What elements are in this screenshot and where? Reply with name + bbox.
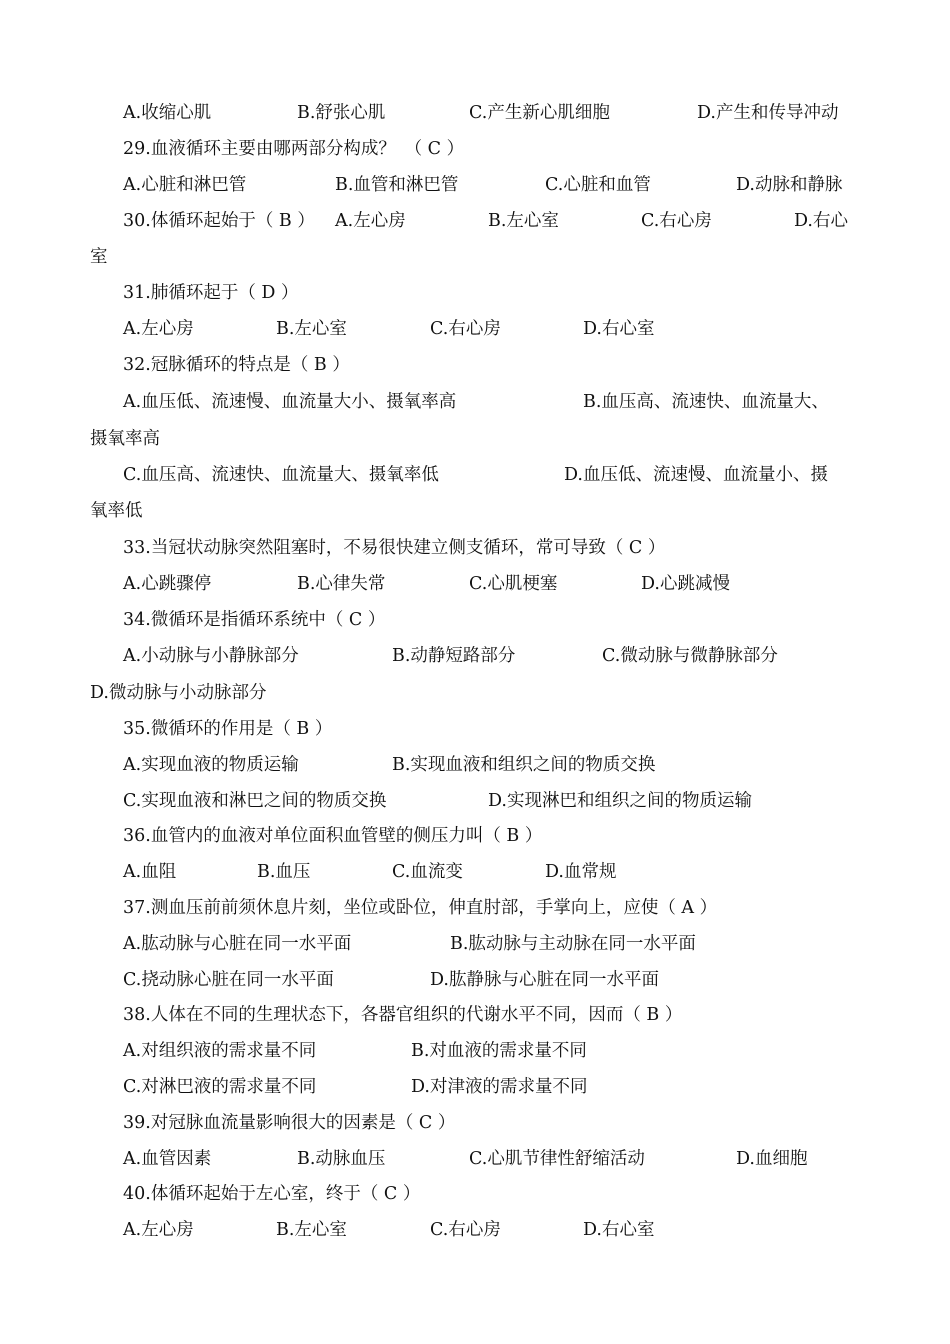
option-row — [0, 98, 950, 128]
option-d: D.实现淋巴和组织之间的物质运输 — [488, 791, 752, 811]
option-row — [0, 857, 950, 887]
question-39 — [0, 1108, 950, 1138]
question-text: 31.肺循环起于（ D ） — [123, 283, 299, 303]
option-d: D.心跳减慢 — [641, 574, 730, 594]
option-d: D.右心室 — [583, 1220, 655, 1240]
option-c: C.右心房 — [430, 1220, 501, 1240]
option-row — [0, 786, 950, 816]
question-text: 32.冠脉循环的特点是（ B ） — [123, 355, 350, 375]
option-row — [0, 750, 950, 780]
continuation-text: 摄氧率高 — [90, 429, 160, 449]
option-c: C.心肌节律性舒缩活动 — [469, 1149, 645, 1169]
continuation-text: 室 — [90, 247, 108, 267]
option-b: B.左心室 — [488, 211, 559, 231]
question-29 — [0, 134, 950, 164]
question-35 — [0, 714, 950, 744]
option-b: B.血压 — [257, 862, 311, 882]
question-text: 38.人体在不同的生理状态下，各器官组织的代谢水平不同，因而（ B ） — [123, 1005, 683, 1025]
question-text: 39.对冠脉血流量影响很大的因素是（ C ） — [123, 1113, 456, 1133]
option-a: A.血管因素 — [123, 1149, 212, 1169]
option-c: C.血压高、流速快、血流量大、摄氧率低 — [123, 465, 439, 485]
option-row — [0, 1144, 950, 1174]
option-c: C.产生新心肌细胞 — [469, 103, 610, 123]
question-36 — [0, 821, 950, 851]
option-c: C.对淋巴液的需求量不同 — [123, 1077, 317, 1097]
option-a: A.心跳骤停 — [123, 574, 212, 594]
continuation-line — [0, 242, 950, 272]
option-b: B.肱动脉与主动脉在同一水平面 — [450, 934, 696, 954]
option-d: D.右心室 — [583, 319, 655, 339]
option-b: B.血压高、流速快、血流量大、 — [583, 392, 829, 412]
question-31 — [0, 278, 950, 308]
option-a: A.肱动脉与心脏在同一水平面 — [123, 934, 352, 954]
option-a: A.实现血液的物质运输 — [123, 755, 299, 775]
option-a: A.左心房 — [123, 1220, 194, 1240]
option-b: B.舒张心肌 — [297, 103, 386, 123]
option-row — [0, 929, 950, 959]
option-a: A.小动脉与小静脉部分 — [123, 646, 299, 666]
option-a: A.左心房 — [123, 319, 194, 339]
option-d: D.血常规 — [545, 862, 617, 882]
question-40 — [0, 1179, 950, 1209]
continuation-line — [0, 678, 950, 708]
option-c: C.挠动脉心脏在同一水平面 — [123, 970, 334, 990]
option-row — [0, 387, 950, 417]
question-34 — [0, 605, 950, 635]
option-a: A.心脏和淋巴管 — [123, 175, 247, 195]
option-b: B.血管和淋巴管 — [335, 175, 459, 195]
option-a: A.对组织液的需求量不同 — [123, 1041, 317, 1061]
option-c: C.心肌梗塞 — [469, 574, 558, 594]
continuation-line — [0, 424, 950, 454]
option-b: B.对血液的需求量不同 — [411, 1041, 587, 1061]
question-text: 30.体循环起始于（ B ） — [123, 211, 315, 231]
option-row — [0, 965, 950, 995]
option-row — [0, 170, 950, 200]
option-row — [0, 641, 950, 671]
option-row — [0, 1215, 950, 1245]
question-text: 37.测血压前前须休息片刻，坐位或卧位，伸直肘部，手掌向上，应使（ A ） — [123, 898, 718, 918]
option-row — [0, 460, 950, 490]
option-c: C.血流变 — [392, 862, 463, 882]
option-b: B.左心室 — [276, 319, 347, 339]
option-b: B.动静短路部分 — [392, 646, 516, 666]
question-text: 36.血管内的血液对单位面积血管壁的侧压力叫（ B ） — [123, 826, 543, 846]
option-row — [0, 314, 950, 344]
option-a: A.血阻 — [123, 862, 177, 882]
question-text: 35.微循环的作用是（ B ） — [123, 719, 333, 739]
option-b: B.实现血液和组织之间的物质交换 — [392, 755, 656, 775]
option-d: D.肱静脉与心脏在同一水平面 — [430, 970, 659, 990]
option-b: B.动脉血压 — [297, 1149, 386, 1169]
option-row — [0, 1036, 950, 1066]
option-a: A.收缩心肌 — [123, 103, 212, 123]
option-d: D.血细胞 — [736, 1149, 808, 1169]
option-c: C.右心房 — [430, 319, 501, 339]
option-c: C.实现血液和淋巴之间的物质交换 — [123, 791, 387, 811]
question-text: 40.体循环起始于左心室，终于（ C ） — [123, 1184, 421, 1204]
option-d: D.动脉和静脉 — [736, 175, 843, 195]
option-c: C.微动脉与微静脉部分 — [602, 646, 778, 666]
option-d: D.右心 — [794, 211, 848, 231]
question-38 — [0, 1000, 950, 1030]
option-a: A.左心房 — [335, 211, 406, 231]
option-row — [0, 1072, 950, 1102]
question-text: 33.当冠状动脉突然阻塞时，不易很快建立侧支循环，常可导致（ C ） — [123, 538, 666, 558]
question-30 — [0, 206, 950, 236]
continuation-text: 氧率低 — [90, 501, 143, 521]
option-d: D.产生和传导冲动 — [697, 103, 839, 123]
option-a: A.血压低、流速慢、血流量大小、摄氧率高 — [123, 392, 457, 412]
option-row — [0, 569, 950, 599]
question-33 — [0, 533, 950, 563]
option-c: C.右心房 — [641, 211, 712, 231]
option-c: C.心脏和血管 — [545, 175, 651, 195]
question-text: 34.微循环是指循环系统中（ C ） — [123, 610, 386, 630]
question-37 — [0, 893, 950, 923]
option-d: D.对津液的需求量不同 — [411, 1077, 588, 1097]
option-d: D.血压低、流速慢、血流量小、摄 — [564, 465, 828, 485]
question-32 — [0, 350, 950, 380]
option-b: B.左心室 — [276, 1220, 347, 1240]
question-text: 29.血液循环主要由哪两部分构成？ （ C ） — [123, 139, 465, 159]
option-b: B.心律失常 — [297, 574, 386, 594]
continuation-line — [0, 496, 950, 526]
option-d: D.微动脉与小动脉部分 — [90, 683, 267, 703]
